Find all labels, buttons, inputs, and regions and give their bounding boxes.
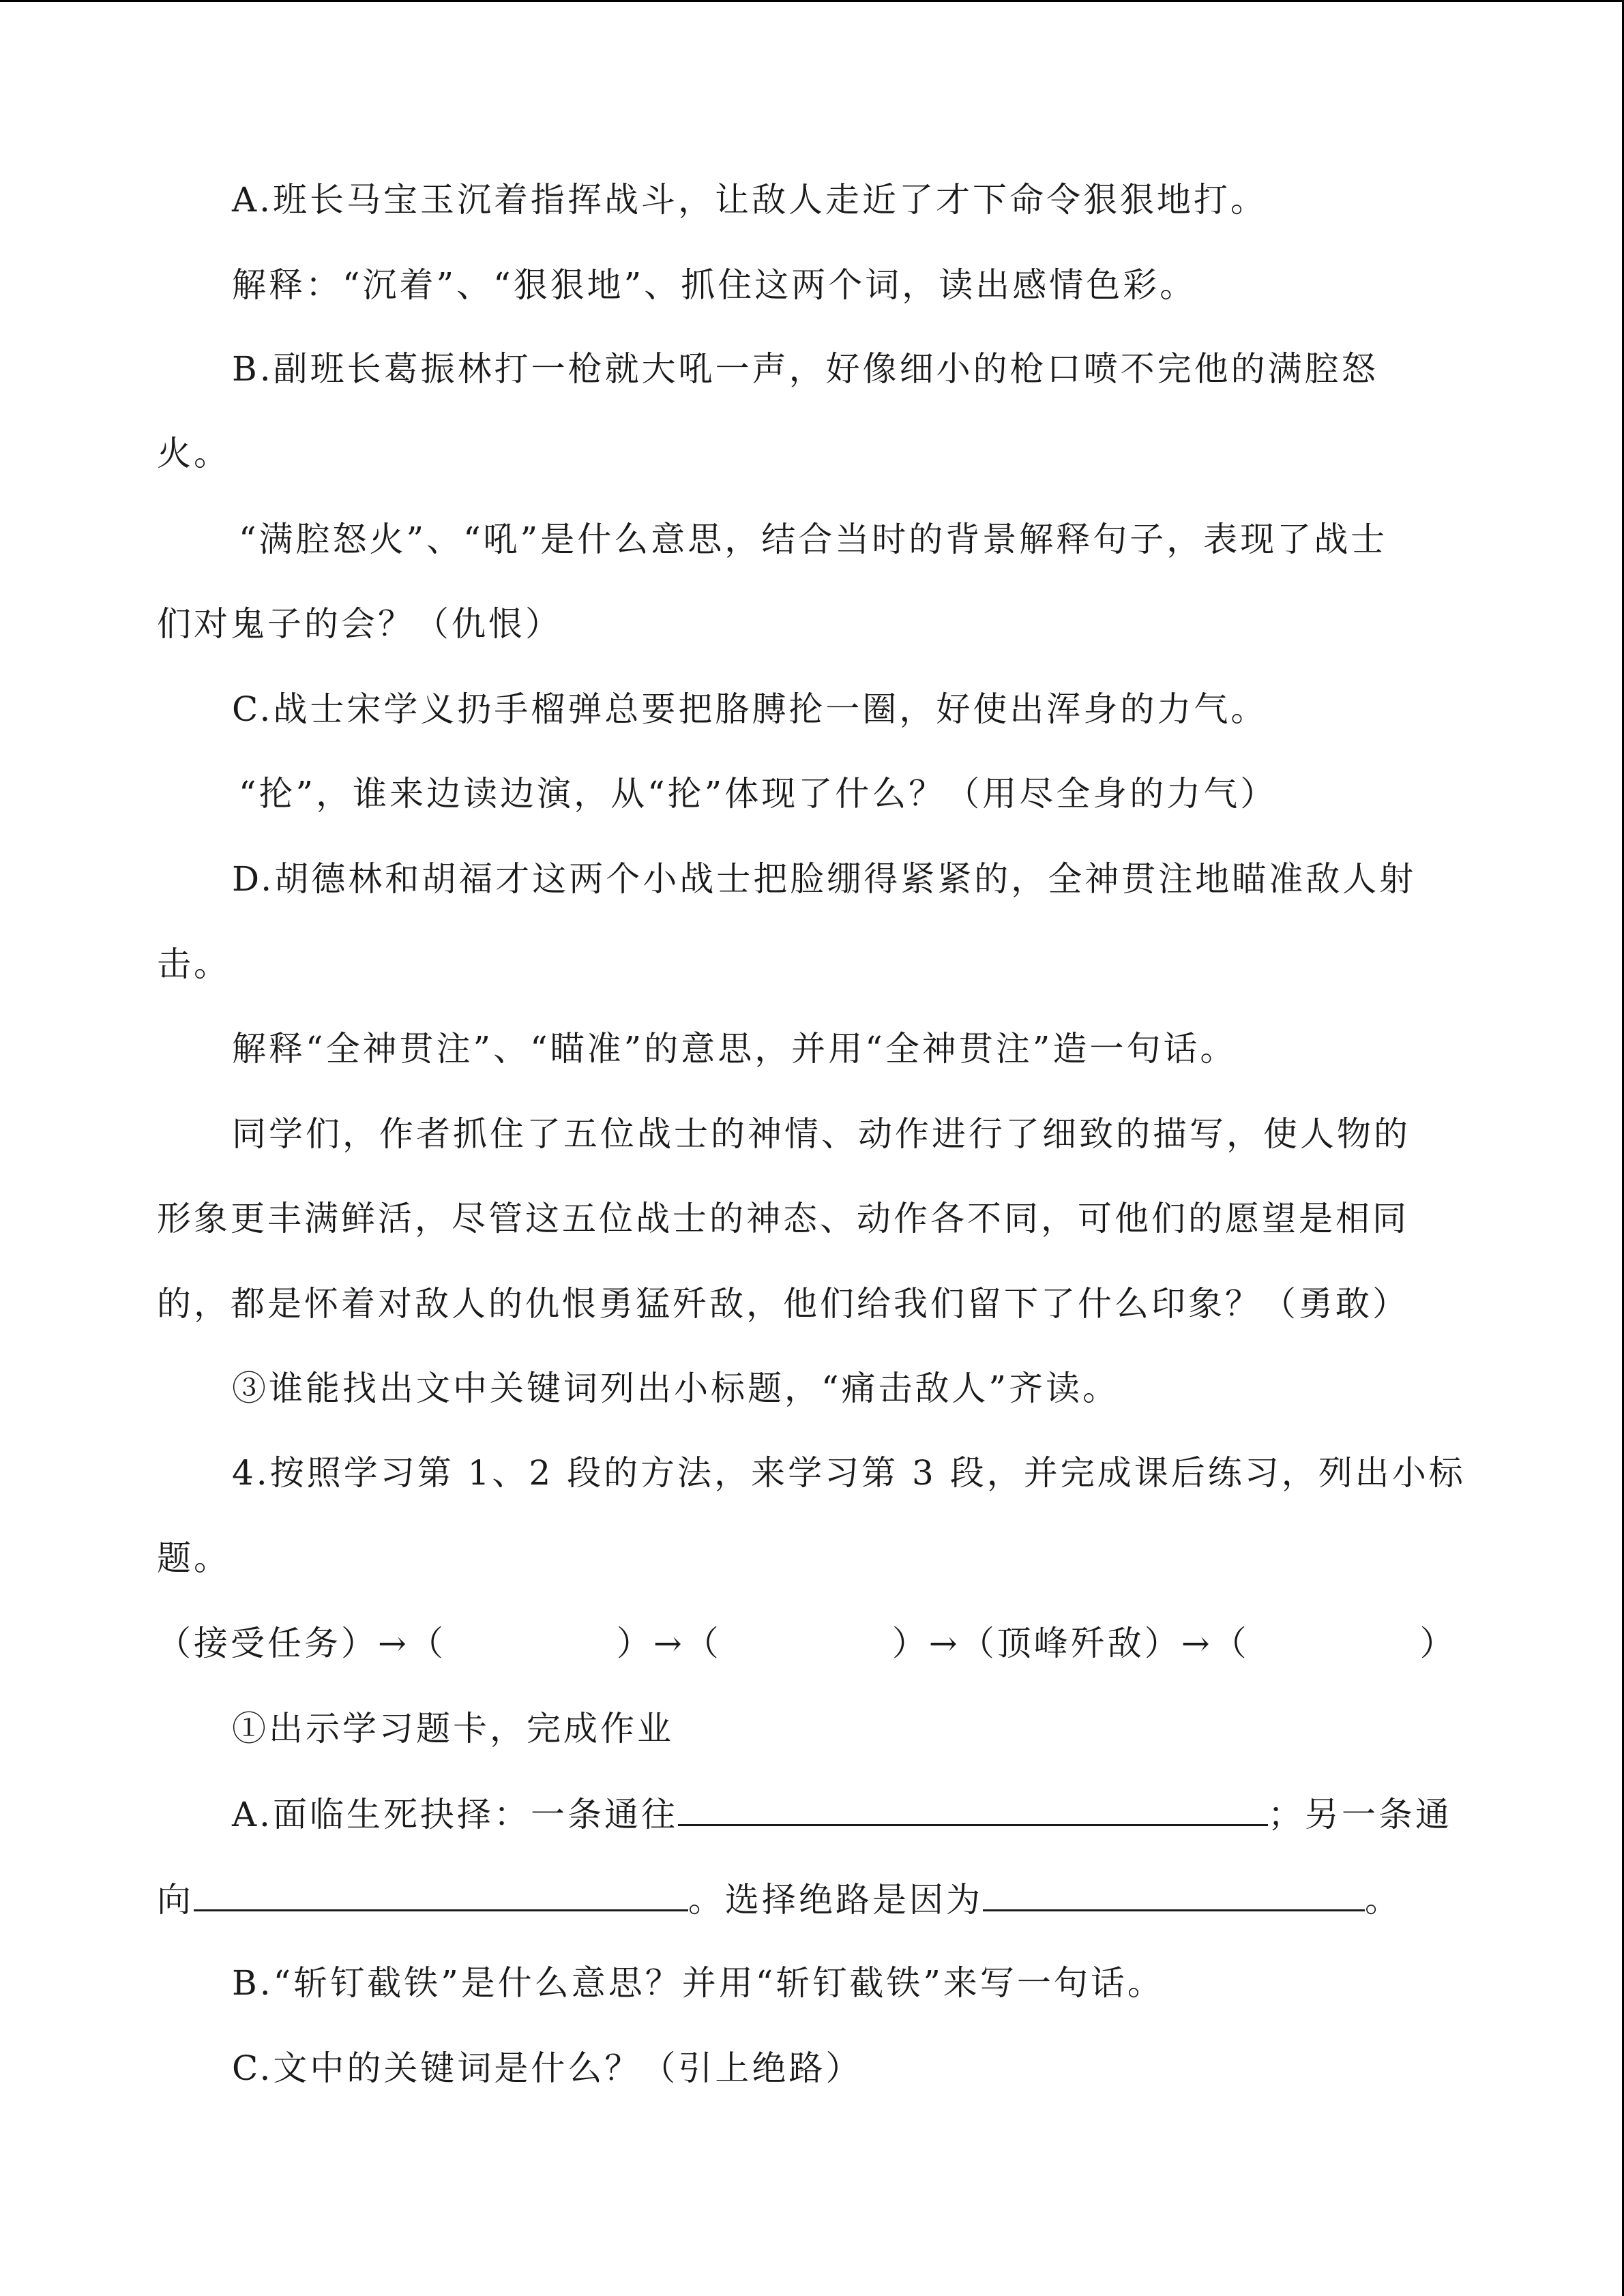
keyword-step: ③谁能找出文中关键词列出小标题，“痛击敌人”齐读。 xyxy=(232,1369,1120,1408)
sentence-d-line2: 击。 xyxy=(157,944,231,984)
sequence-item-4: ） xyxy=(1419,1624,1457,1663)
question-a-part4: 。选择绝路是因为 xyxy=(688,1880,983,1920)
sentence-b-line2: 火。 xyxy=(157,434,231,473)
subtitle-sequence xyxy=(157,1623,1457,1664)
sentence-b-line1: B.副班长葛振林打一枪就大吼一声，好像细小的枪口喷不完他的满腔怒 xyxy=(232,349,1378,389)
answer-blank-2[interactable] xyxy=(194,1878,688,1911)
question-a-part5: 。 xyxy=(1365,1880,1402,1920)
sentence-d-line1: D.胡德林和胡福才这两个小战士把脸绷得紧紧的，全神贯注地瞄准敌人射 xyxy=(232,859,1417,899)
sequence-item-2: ）→（ xyxy=(616,1624,722,1663)
question-c: C.文中的关键词是什么？（引上绝路） xyxy=(232,2048,863,2088)
sentence-c: C.战士宋学义扔手榴弹总要把胳膊抡一圈，好使出浑身的力气。 xyxy=(232,689,1268,729)
question-a-part2: ；另一条通 xyxy=(1268,1795,1453,1834)
answer-blank-3[interactable] xyxy=(983,1878,1365,1911)
question-a-line1 xyxy=(232,1793,1452,1835)
summary-line1: 同学们，作者抓住了五位战士的神情、动作进行了细致的描写，使人物的 xyxy=(232,1114,1411,1154)
step-4-line2: 题。 xyxy=(157,1538,231,1578)
explanation-a: 解释：“沉着”、“狠狠地”、抓住这两个词，读出感情色彩。 xyxy=(232,265,1197,305)
question-a-part3: 向 xyxy=(157,1880,194,1920)
explanation-b-line1: “满腔怒火”、“吼”是什么意思，结合当时的背景解释句子，表现了战士 xyxy=(239,520,1388,559)
question-b: B.“斩钉截铁”是什么意思？并用“斩钉截铁”来写一句话。 xyxy=(232,1963,1164,2003)
sequence-item-1: （接受任务）→（ xyxy=(157,1624,446,1663)
summary-line3: 的，都是怀着对敌人的仇恨勇猛歼敌，他们给我们留下了什么印象？（勇敢） xyxy=(157,1284,1409,1324)
question-a-line2 xyxy=(157,1878,1402,1920)
answer-blank-1[interactable] xyxy=(678,1793,1268,1826)
task-card: ①出示学习题卡，完成作业 xyxy=(232,1709,674,1748)
question-a-part1: A.面临生死抉择：一条通往 xyxy=(232,1795,679,1834)
summary-line2: 形象更丰满鲜活，尽管这五位战士的神态、动作各不同，可他们的愿望是相同 xyxy=(157,1199,1409,1238)
explanation-b-line2: 们对鬼子的会？（仇恨） xyxy=(157,604,562,644)
explanation-c: “抡”，谁来边读边演，从“抡”体现了什么？（用尽全身的力气） xyxy=(239,774,1278,814)
sequence-item-3: ）→（顶峰歼敌）→（ xyxy=(891,1624,1250,1663)
explanation-d: 解释“全神贯注”、“瞄准”的意思，并用“全神贯注”造一句话。 xyxy=(232,1029,1237,1069)
step-4-line1: 4.按照学习第 1、2 段的方法，来学习第 3 段，并完成课后练习，列出小标 xyxy=(232,1453,1466,1493)
sentence-a: A.班长马宝玉沉着指挥战斗，让敌人走近了才下命令狠狠地打。 xyxy=(232,180,1268,220)
